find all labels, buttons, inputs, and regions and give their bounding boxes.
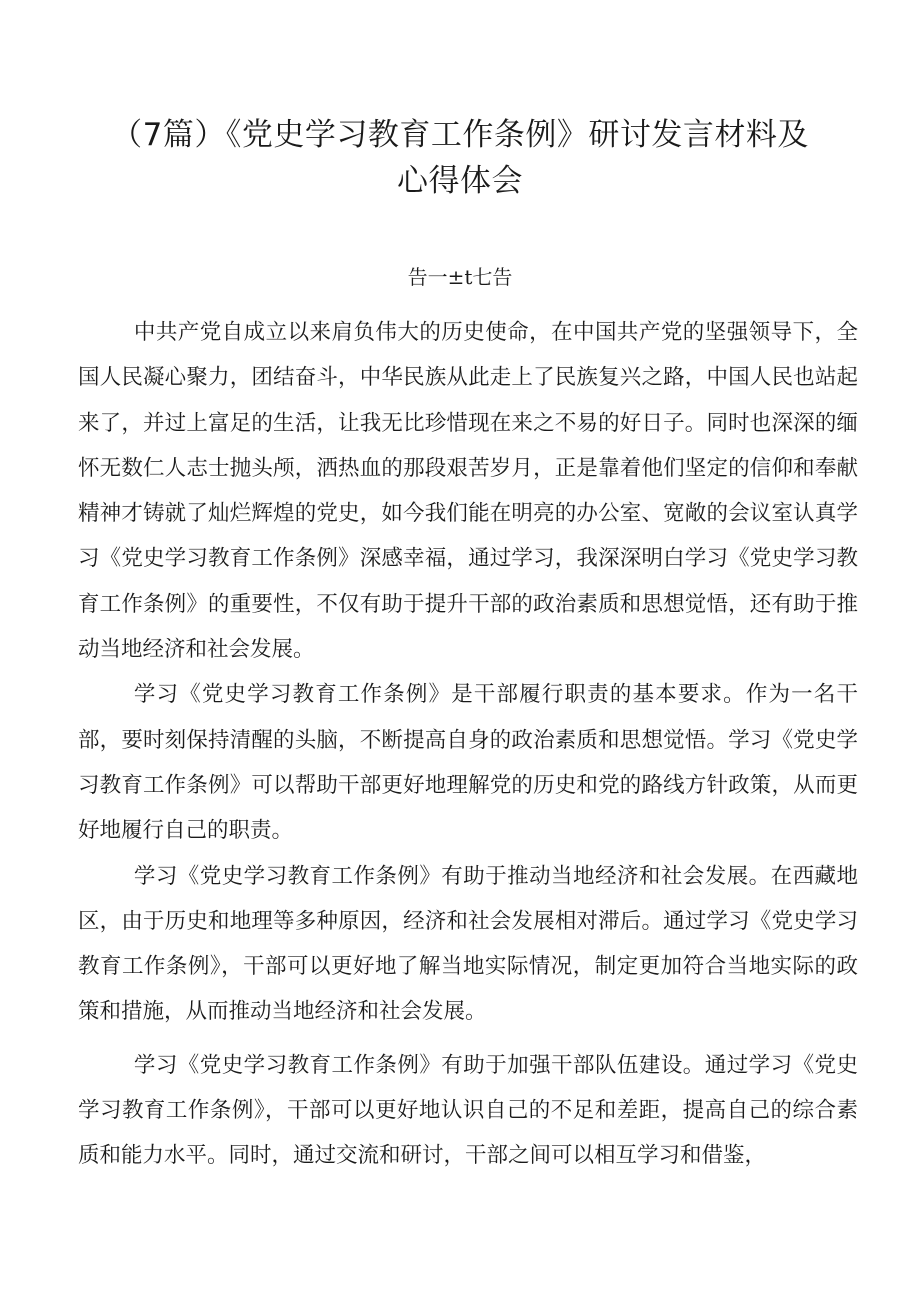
document-body [78, 310, 858, 1179]
paragraph-1: 中共产党自成立以来肩负伟大的历史使命，在中国共产党的坚强领导下，全国人民凝心聚力，团结奋斗，中华民族从此走上了民族复兴之路，中国人民也站起来了，并过上富足的生活，让我无比珍惜现在来之不易的好日子。同时也深深的缅怀无数仁人志士抛头颅，洒热血的那段艰苦岁月，正是靠着他们坚定的信仰和奉献精神才铸就了灿烂辉煌的党史，如今我们能在明亮的办公室、宽敞的会议室认真学习《党史学习教育工作条例》深感幸福，通过学习，我深深明白学习《党史学习教育工作条例》的重要性，不仅有助于提升干部的政治素质和思想觉悟，还有助于推动当地经济和社会发展。 [78, 320, 858, 663]
document-subtitle: 告一±t七告 [407, 265, 513, 289]
title-line-1: （7篇）《党史学习教育工作条例》研讨发言材料及 [111, 117, 809, 153]
paragraph-3: 学习《党史学习教育工作条例》有助于推动当地经济和社会发展。在西藏地区，由于历史和地理等多种原因，经济和社会发展相对滞后。通过学习《党史学习教育工作条例》，干部可以更好地了解当地实际情况，制定更加符合当地实际的政策和措施，从而推动当地经济和社会发展。 [78, 863, 858, 1025]
paragraph-4: 学习《党史学习教育工作条例》有助于加强干部队伍建设。通过学习《党史学习教育工作条例》，干部可以更好地认识自己的不足和差距，提高自己的综合素质和能力水平。同时，通过交流和研讨，干部之间可以相互学习和借鉴， [78, 1052, 858, 1169]
title-line-2: 心得体会 [397, 163, 523, 199]
document-title [60, 112, 860, 204]
paragraph-2: 学习《党史学习教育工作条例》是干部履行职责的基本要求。作为一名干部，要时刻保持清醒的头脑，不断提高自身的政治素质和思想觉悟。学习《党史学习教育工作条例》可以帮助干部更好地理解党的历史和党的路线方针政策，从而更好地履行自己的职责。 [78, 682, 858, 844]
